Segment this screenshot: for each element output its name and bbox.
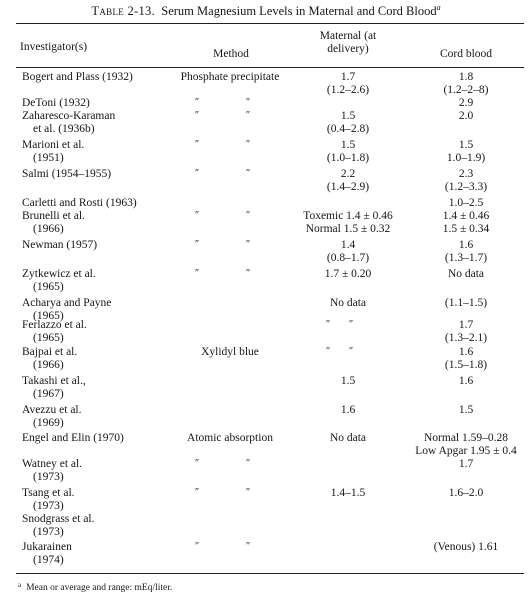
cord-blood-cell: 1.7 [458, 319, 474, 331]
investigator-cell: et al. (1936b) [33, 123, 95, 135]
investigator-cell: Jukarainen [22, 541, 72, 553]
investigator-cell: Newman (1957) [22, 239, 98, 251]
maternal-cell: 1.7 [340, 71, 356, 83]
cord-blood-cell: 1.6 [458, 239, 474, 251]
footnote-text: Mean or average and range: mEq/liter. [26, 583, 173, 593]
investigator-cell: Zytkewicz et al. [22, 268, 96, 280]
investigator-cell: (1965) [33, 281, 64, 293]
method-ditto-mark: ″ [195, 268, 200, 279]
investigator-cell: Watney et al. [22, 458, 83, 470]
cord-blood-cell: 1.0–1.9) [446, 152, 486, 164]
method-ditto-mark: ″ [195, 168, 200, 179]
investigator-cell: (1973) [33, 526, 64, 538]
maternal-ditto-mark: ″ [349, 319, 354, 330]
investigator-cell: DeToni (1932) [22, 97, 90, 109]
investigator-cell: Marioni et al. [22, 139, 85, 151]
investigator-cell: Brunelli et al. [22, 210, 85, 222]
investigator-cell: Snodgrass et al. [22, 513, 95, 525]
method-ditto-mark: ″ [246, 210, 251, 221]
maternal-cell: 1.5 [340, 139, 356, 151]
maternal-cell: (1.0–1.8) [326, 152, 370, 164]
cord-blood-cell: (1.2–2–8) [443, 84, 489, 96]
maternal-cell: 1.5 [340, 375, 356, 387]
investigator-cell: Bogert and Plass (1932) [22, 71, 133, 83]
header-maternal-line-1: Maternal (at [319, 30, 377, 42]
cord-blood-cell: 2.3 [458, 168, 474, 180]
method-cell: Xylidyl blue [201, 346, 259, 358]
header-rule [16, 67, 524, 68]
maternal-cell: No data [329, 297, 367, 309]
investigator-cell: (1973) [33, 471, 64, 483]
maternal-ditto-mark: ″ [349, 346, 354, 357]
header-investigators: Investigator(s) [20, 41, 88, 53]
method-ditto-mark: ″ [195, 487, 200, 498]
investigator-cell: (1966) [33, 359, 64, 371]
maternal-cell: (0.4–2.8) [326, 123, 370, 135]
method-ditto-mark: ″ [246, 239, 251, 250]
header-method: Method [213, 48, 249, 60]
maternal-cell: 1.7 ± 0.20 [324, 268, 372, 280]
method-ditto-mark: ″ [195, 97, 200, 108]
cord-blood-cell: 2.0 [458, 110, 474, 122]
method-ditto-mark: ″ [195, 139, 200, 150]
maternal-cell: 2.2 [340, 168, 356, 180]
maternal-cell: (1.2–2.6) [326, 84, 370, 96]
cord-blood-cell: (Venous) 1.61 [433, 541, 499, 553]
table-title: Serum Magnesium Levels in Maternal and Cord Blood [161, 4, 437, 19]
method-ditto-mark: ″ [246, 110, 251, 121]
header-cord-blood: Cord blood [439, 48, 493, 60]
investigator-cell: (1967) [33, 388, 64, 400]
method-ditto-mark: ″ [195, 210, 200, 221]
cord-blood-cell: (1.1–1.5) [444, 297, 488, 309]
method-cell: Atomic absorption [187, 432, 273, 444]
cord-blood-cell: (1.3–1.7) [444, 252, 488, 264]
header-maternal [292, 30, 404, 56]
maternal-cell: No data [329, 432, 367, 444]
method-cell: Phosphate precipitate [180, 71, 280, 83]
cord-blood-cell: 1.6–2.0 [448, 487, 484, 499]
method-ditto-mark: ″ [246, 168, 251, 179]
method-ditto-mark: ″ [246, 97, 251, 108]
investigator-cell: (1965) [33, 310, 64, 322]
maternal-cell: (1.4–2.9) [326, 181, 370, 193]
cord-blood-cell: (1.5–1.8) [444, 359, 488, 371]
method-ditto-mark: ″ [195, 541, 200, 552]
investigator-cell: (1951) [33, 152, 64, 164]
investigator-cell: Takashi et al., [22, 375, 86, 387]
investigator-cell: (1969) [33, 417, 64, 429]
maternal-cell: Normal 1.5 ± 0.32 [305, 223, 391, 235]
cord-blood-cell: No data [447, 268, 485, 280]
investigator-cell: Carletti and Rosti (1963) [22, 197, 137, 209]
maternal-cell: 1.6 [340, 404, 356, 416]
investigator-cell: Salmi (1954–1955) [22, 168, 112, 180]
cord-blood-cell: Low Apgar 1.95 ± 0.4 [415, 445, 517, 457]
investigator-cell: Acharya and Payne [22, 297, 112, 309]
maternal-cell: 1.4–1.5 [330, 487, 366, 499]
cord-blood-cell: (1.2–3.3) [444, 181, 488, 193]
maternal-ditto-mark: ″ [326, 346, 331, 357]
bottom-rule [16, 573, 524, 574]
cord-blood-cell: 1.0–2.5 [448, 197, 484, 209]
investigator-cell: (1973) [33, 500, 64, 512]
cord-blood-cell: 1.8 [458, 71, 474, 83]
maternal-ditto-mark: ″ [326, 319, 331, 330]
cord-blood-cell: 1.5 ± 0.34 [442, 223, 490, 235]
investigator-cell: Tsang et al. [22, 487, 75, 499]
investigator-cell: (1966) [33, 223, 64, 235]
investigator-cell: Engel and Elin (1970) [22, 432, 124, 444]
footnote-mark: a [18, 581, 22, 589]
method-ditto-mark: ″ [246, 139, 251, 150]
table-caption [0, 3, 532, 19]
table-title-note-mark: a [436, 3, 441, 12]
investigator-cell: Avezzu et al. [22, 404, 82, 416]
method-ditto-mark: ″ [195, 239, 200, 250]
cord-blood-cell: (1.3–2.1) [444, 332, 488, 344]
maternal-cell: 1.5 [340, 110, 356, 122]
method-ditto-mark: ″ [246, 268, 251, 279]
cord-blood-cell: 1.5 [458, 139, 474, 151]
maternal-cell: Toxemic 1.4 ± 0.46 [303, 210, 393, 222]
investigator-cell: (1965) [33, 332, 64, 344]
method-ditto-mark: ″ [246, 541, 251, 552]
method-ditto-mark: ″ [195, 458, 200, 469]
cord-blood-cell: 1.5 [458, 404, 474, 416]
table-label: Table 2-13. [91, 4, 156, 19]
cord-blood-cell: Normal 1.59–0.28 [423, 432, 508, 444]
method-ditto-mark: ″ [195, 110, 200, 121]
investigator-cell: Ferlazzo et al. [22, 319, 87, 331]
maternal-cell: (0.8–1.7) [326, 252, 370, 264]
maternal-cell: 1.4 [340, 239, 356, 251]
method-ditto-mark: ″ [246, 487, 251, 498]
method-ditto-mark: ″ [246, 458, 251, 469]
cord-blood-cell: 1.7 [458, 458, 474, 470]
investigator-cell: (1974) [33, 554, 64, 566]
cord-blood-cell: 1.4 ± 0.46 [442, 210, 490, 222]
top-rule [16, 23, 524, 24]
cord-blood-cell: 1.6 [458, 346, 474, 358]
table-footnote [18, 581, 172, 593]
investigator-cell: Zaharesco-Karaman [22, 110, 116, 122]
header-maternal-line-2: delivery) [327, 43, 369, 55]
cord-blood-cell: 1.6 [458, 375, 474, 387]
investigator-cell: Bajpai et al. [22, 346, 78, 358]
cord-blood-cell: 2.9 [458, 97, 474, 109]
